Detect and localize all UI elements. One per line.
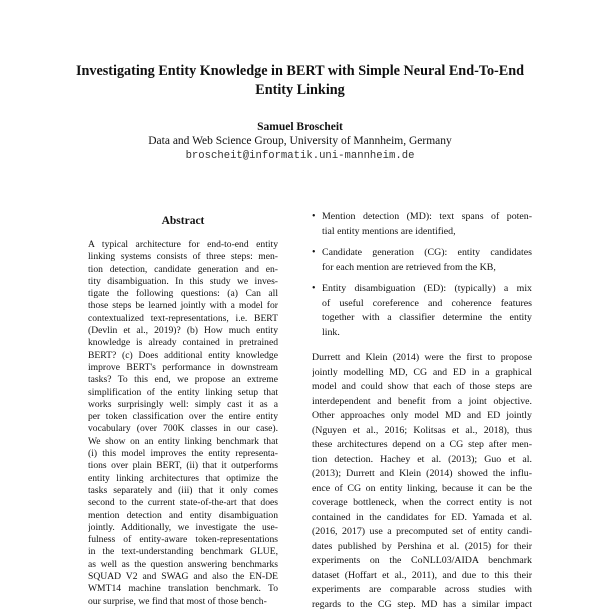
abstract-line: tigate the following questions: (a) Can all: [88, 288, 278, 300]
right-column: [312, 210, 532, 612]
paragraph-line: (Nguyen et al., 2016; Kolitsas et al., 2018), thus: [312, 424, 532, 439]
abstract-line: tions over plain BERT, (ii) that it outperforms: [88, 460, 278, 472]
abstract-line: in the text-understanding benchmark GLUE,: [88, 546, 278, 558]
paper-title: Investigating Entity Knowledge in BERT with Simple Neural End-To-End Entity Linking: [60, 62, 540, 100]
abstract-line: simplification of the entity linking setup that: [88, 387, 278, 399]
bullet-item: [312, 210, 532, 239]
paragraph-line: ence of CG on entity linking, because it can be the: [312, 482, 532, 497]
abstract-body: [88, 239, 278, 608]
bullet-line: for each mention are retrieved from the KB,: [322, 261, 532, 276]
author-email[interactable]: broscheit@informatik.uni-mannheim.de: [60, 150, 540, 162]
paragraph-line: Other approaches only model MD and ED jointly: [312, 409, 532, 424]
abstract-line: as well as the question answering benchmarks: [88, 559, 278, 571]
paragraph-line: tion detection. Hachey et al. (2013); Guo et al.: [312, 453, 532, 468]
abstract-line: BERT? (c) Does additional entity knowledge: [88, 350, 278, 362]
abstract-line: works surprisingly well: simply cast it as a: [88, 399, 278, 411]
bullet-line: of useful coreference and coherence features: [322, 297, 532, 312]
bullet-dot-icon: •: [312, 282, 316, 297]
paragraph-line: model and could show that each of those steps are: [312, 380, 532, 395]
paragraph-line: (2013); Durrett and Klein (2014) showed the influ-: [312, 467, 532, 482]
abstract-line: (Devlin et al., 2019)? (b) How much entity: [88, 325, 278, 337]
abstract-line: SQUAD V2 and SWAG and also the EN-DE: [88, 571, 278, 583]
abstract-line: second to the current state-of-the-art that does: [88, 497, 278, 509]
paragraph-line: interdependent and benefit from a joint objective.: [312, 395, 532, 410]
abstract-line: We show on an entity linking benchmark that: [88, 436, 278, 448]
abstract-line: knowledge is already contained in pretrained: [88, 337, 278, 349]
abstract-line: our surprise, we find that most of those bench-: [88, 596, 278, 608]
abstract-line: A typical architecture for end-to-end entity: [88, 239, 278, 251]
abstract-line: per token classification over the entire entity: [88, 411, 278, 423]
paragraph-line: dataset (Hoffart et al., 2011), and due to this their: [312, 569, 532, 584]
bullet-line: Mention detection (MD): text spans of poten-: [322, 210, 532, 225]
paragraph-line: Durrett and Klein (2014) were the first to propose: [312, 351, 532, 366]
abstract-line: fulness of entity-aware token-representations: [88, 534, 278, 546]
abstract-line: linking systems consists of three steps: men-: [88, 251, 278, 263]
bullet-dot-icon: •: [312, 246, 316, 261]
paragraph-line: dates published by Pershina et al. (2015) for their: [312, 540, 532, 555]
abstract-line: vocabulary (over 700K classes in our case).: [88, 423, 278, 435]
abstract-line: WMT14 machine translation benchmark. To: [88, 583, 278, 595]
paragraph-line: (2016, 2017) use a precomputed set of entity candi-: [312, 525, 532, 540]
bullet-item: [312, 246, 532, 275]
abstract-line: (i) this model improves the entity representa-: [88, 448, 278, 460]
abstract-line: tasks separately and (iii) that it only comes: [88, 485, 278, 497]
paragraph-line: experiments on the CoNLL03/AIDA benchmark: [312, 554, 532, 569]
bullet-line: link.: [322, 326, 532, 341]
bullet-line: together with a classifier determine the entity: [322, 311, 532, 326]
body-paragraph: [312, 351, 532, 612]
abstract-line: jointly. Additionally, we investigate the use-: [88, 522, 278, 534]
bullet-line: tial entity mentions are identified,: [322, 225, 532, 240]
paragraph-line: contained in the candidates for ED. Yamada et al.: [312, 511, 532, 526]
abstract-line: tity disambiguation. In this study we inves-: [88, 276, 278, 288]
paragraph-line: regards to the CG step. MD has a similar impact: [312, 598, 532, 612]
abstract-line: tion detection, candidate generation and en-: [88, 264, 278, 276]
author-name: Samuel Broscheit: [60, 121, 540, 133]
abstract-line: contextualized text-representations, i.e. BERT: [88, 313, 278, 325]
abstract-line: improve BERT's performance in downstream: [88, 362, 278, 374]
author-affiliation: Data and Web Science Group, University of Mannheim, Germany: [60, 135, 540, 147]
bullet-dot-icon: •: [312, 210, 316, 225]
abstract-line: those steps be learned jointly with a model for: [88, 300, 278, 312]
bullet-line: Entity disambiguation (ED): (typically) a mix: [322, 282, 532, 297]
step-list: [312, 210, 532, 340]
bullet-line: Candidate generation (CG): entity candidates: [322, 246, 532, 261]
abstract-line: mention detection and entity disambiguation: [88, 510, 278, 522]
abstract-line: entity linking architectures that optimize the: [88, 473, 278, 485]
bullet-item: [312, 282, 532, 340]
abstract-line: tasks? To this end, we propose an extreme: [88, 374, 278, 386]
paragraph-line: these architectures depend on a CG step after men-: [312, 438, 532, 453]
abstract-heading: Abstract: [88, 215, 278, 227]
paragraph-line: coverage bottleneck, when the correct entity is not: [312, 496, 532, 511]
paragraph-line: experiments are comparable across studies with: [312, 583, 532, 598]
paragraph-line: jointly modelling MD, CG and ED in a graphical: [312, 366, 532, 381]
